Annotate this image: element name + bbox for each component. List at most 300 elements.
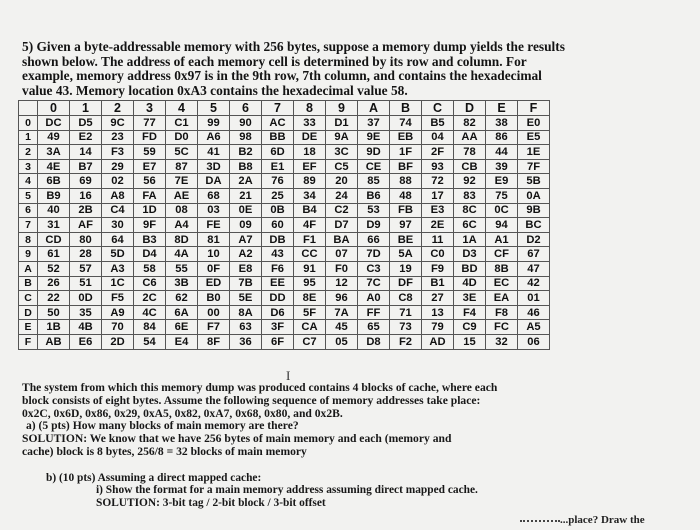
memory-cell: 0C	[486, 203, 518, 218]
solution-b-i: SOLUTION: 3-bit tag / 2-bit block / 3-bit offset	[96, 496, 326, 509]
memory-cell: C1	[166, 116, 198, 131]
memory-cell: C6	[134, 276, 166, 291]
memory-cell: B0	[198, 291, 230, 306]
memory-cell: F8	[486, 305, 518, 320]
memory-cell: 5B	[518, 174, 550, 189]
memory-cell: 4D	[454, 276, 486, 291]
row-header: 5	[19, 188, 38, 203]
table-row	[19, 116, 550, 131]
memory-cell: 00	[198, 305, 230, 320]
memory-cell: 85	[358, 174, 390, 189]
row-header: 6	[19, 203, 38, 218]
memory-cell: 6B	[38, 174, 70, 189]
memory-cell: D9	[358, 218, 390, 233]
table-row	[19, 145, 550, 160]
memory-cell: A7	[230, 232, 262, 247]
memory-cell: B6	[358, 188, 390, 203]
memory-cell: 0A	[518, 188, 550, 203]
memory-cell: 40	[38, 203, 70, 218]
memory-cell: DA	[198, 174, 230, 189]
row-header: C	[19, 291, 38, 306]
row-header: 2	[19, 145, 38, 160]
memory-cell: B1	[422, 276, 454, 291]
memory-cell: 7A	[326, 305, 358, 320]
memory-cell: CC	[294, 247, 326, 262]
memory-cell: 52	[38, 261, 70, 276]
column-header: 1	[70, 101, 102, 116]
row-header: 8	[19, 232, 38, 247]
memory-cell: FF	[358, 305, 390, 320]
memory-cell: 53	[358, 203, 390, 218]
memory-cell: 1D	[134, 203, 166, 218]
memory-cell: 59	[134, 145, 166, 160]
memory-cell: E7	[134, 159, 166, 174]
row-header: D	[19, 305, 38, 320]
memory-cell: 2B	[70, 203, 102, 218]
row-header: 1	[19, 130, 38, 145]
memory-cell: 9B	[518, 203, 550, 218]
memory-cell: A1	[486, 232, 518, 247]
memory-cell: 9A	[326, 130, 358, 145]
memory-cell: 67	[518, 247, 550, 262]
memory-cell: 6C	[454, 218, 486, 233]
memory-cell: E6	[70, 334, 102, 349]
memory-cell: 1B	[38, 320, 70, 335]
memory-cell: C7	[294, 334, 326, 349]
memory-cell: B9	[38, 188, 70, 203]
memory-cell: 01	[518, 291, 550, 306]
memory-cell: 1A	[454, 232, 486, 247]
memory-cell: BD	[454, 261, 486, 276]
memory-cell: DC	[38, 116, 70, 131]
memory-cell: 88	[390, 174, 422, 189]
memory-cell: 1F	[390, 145, 422, 160]
memory-cell: 97	[390, 218, 422, 233]
memory-cell: BB	[262, 130, 294, 145]
memory-cell: AA	[454, 130, 486, 145]
memory-cell: 6D	[262, 145, 294, 160]
memory-cell: FB	[390, 203, 422, 218]
memory-cell: 26	[38, 276, 70, 291]
memory-cell: ED	[198, 276, 230, 291]
memory-cell: F7	[198, 320, 230, 335]
column-header-row	[19, 101, 550, 116]
memory-cell: 68	[198, 188, 230, 203]
memory-cell: 89	[294, 174, 326, 189]
memory-cell: 5A	[390, 247, 422, 262]
memory-cell: 03	[198, 203, 230, 218]
memory-cell: A0	[358, 291, 390, 306]
memory-cell: E8	[230, 261, 262, 276]
memory-cell: E0	[518, 116, 550, 131]
column-header: 9	[326, 101, 358, 116]
memory-cell: 5D	[102, 247, 134, 262]
memory-cell: 42	[518, 276, 550, 291]
column-header: 5	[198, 101, 230, 116]
memory-cell: 19	[390, 261, 422, 276]
row-header: 9	[19, 247, 38, 262]
memory-cell: 27	[422, 291, 454, 306]
memory-cell: 93	[422, 159, 454, 174]
memory-cell: 16	[70, 188, 102, 203]
memory-cell: DE	[294, 130, 326, 145]
memory-cell: D8	[358, 334, 390, 349]
memory-cell: 29	[102, 159, 134, 174]
memory-cell: E9	[486, 174, 518, 189]
memory-cell: C5	[326, 159, 358, 174]
memory-cell: C0	[422, 247, 454, 262]
memory-cell: D6	[262, 305, 294, 320]
memory-cell: BC	[518, 218, 550, 233]
memory-cell: 8C	[454, 203, 486, 218]
memory-cell: 47	[518, 261, 550, 276]
memory-cell: EF	[294, 159, 326, 174]
table-row	[19, 130, 550, 145]
memory-cell: 0F	[198, 261, 230, 276]
memory-cell: 44	[486, 145, 518, 160]
memory-cell: 66	[358, 232, 390, 247]
memory-cell: C9	[454, 320, 486, 335]
memory-cell: E3	[422, 203, 454, 218]
memory-cell: 21	[230, 188, 262, 203]
table-row	[19, 320, 550, 335]
table-row	[19, 232, 550, 247]
memory-cell: A4	[166, 218, 198, 233]
memory-cell: FA	[134, 188, 166, 203]
memory-cell: E1	[262, 159, 294, 174]
intro-line: value 43. Memory location 0xA3 contains the hexadecimal value 58.	[22, 82, 408, 98]
memory-cell: 6F	[262, 334, 294, 349]
memory-cell: 5E	[230, 291, 262, 306]
memory-cell: 48	[390, 188, 422, 203]
memory-cell: 39	[486, 159, 518, 174]
memory-cell: 09	[230, 218, 262, 233]
memory-cell: AB	[38, 334, 70, 349]
row-header: B	[19, 276, 38, 291]
memory-cell: 37	[358, 116, 390, 131]
memory-cell: 99	[198, 116, 230, 131]
table-row	[19, 188, 550, 203]
memory-cell: 08	[166, 203, 198, 218]
column-header: 4	[166, 101, 198, 116]
memory-cell: B7	[70, 159, 102, 174]
memory-cell: 79	[422, 320, 454, 335]
memory-cell: BE	[390, 232, 422, 247]
memory-cell: 0D	[70, 291, 102, 306]
memory-cell: 20	[326, 174, 358, 189]
memory-cell: 56	[134, 174, 166, 189]
memory-cell: 11	[422, 232, 454, 247]
memory-cell: 81	[198, 232, 230, 247]
memory-cell: 1C	[102, 276, 134, 291]
column-header: F	[518, 101, 550, 116]
memory-cell: 51	[70, 276, 102, 291]
question-a: a) (5 pts) How many blocks of main memory are there?	[26, 419, 299, 433]
memory-cell: FC	[486, 320, 518, 335]
memory-cell: 5F	[294, 305, 326, 320]
memory-cell: 63	[230, 320, 262, 335]
column-header: 7	[262, 101, 294, 116]
memory-cell: A8	[102, 188, 134, 203]
memory-cell: AD	[422, 334, 454, 349]
column-header: 6	[230, 101, 262, 116]
memory-cell: 15	[454, 334, 486, 349]
memory-cell: 4E	[38, 159, 70, 174]
memory-cell: 4F	[294, 218, 326, 233]
memory-cell: 04	[422, 130, 454, 145]
memory-cell: 3B	[166, 276, 198, 291]
memory-cell: 75	[486, 188, 518, 203]
memory-cell: 73	[390, 320, 422, 335]
memory-cell: C8	[390, 291, 422, 306]
memory-cell: 6E	[166, 320, 198, 335]
question-b	[46, 472, 686, 509]
memory-cell: F6	[262, 261, 294, 276]
memory-cell: 8F	[198, 334, 230, 349]
memory-cell: 96	[326, 291, 358, 306]
memory-cell: DD	[262, 291, 294, 306]
memory-cell: 94	[486, 218, 518, 233]
memory-cell: 17	[422, 188, 454, 203]
memory-cell: 62	[166, 291, 198, 306]
column-header: D	[454, 101, 486, 116]
memory-cell: 02	[102, 174, 134, 189]
memory-cell: B4	[294, 203, 326, 218]
body-line: The system from which this memory dump was produced contains 4 blocks of cache, where each	[22, 381, 498, 394]
memory-cell: 38	[486, 116, 518, 131]
memory-cell: CE	[358, 159, 390, 174]
memory-cell: F1	[294, 232, 326, 247]
memory-cell: A2	[230, 247, 262, 262]
memory-cell: CA	[294, 320, 326, 335]
memory-cell: 84	[134, 320, 166, 335]
memory-cell: D3	[454, 247, 486, 262]
memory-cell: 2D	[102, 334, 134, 349]
memory-cell: F4	[454, 305, 486, 320]
memory-cell: 95	[294, 276, 326, 291]
memory-cell: 34	[294, 188, 326, 203]
memory-cell: BF	[390, 159, 422, 174]
memory-cell: 3D	[198, 159, 230, 174]
memory-cell: 7D	[358, 247, 390, 262]
memory-cell: 64	[102, 232, 134, 247]
memory-cell: 36	[230, 334, 262, 349]
memory-cell: 86	[486, 130, 518, 145]
memory-cell: B5	[422, 116, 454, 131]
memory-cell: 7F	[518, 159, 550, 174]
memory-cell: D5	[70, 116, 102, 131]
table-row	[19, 305, 550, 320]
memory-cell: 77	[134, 116, 166, 131]
memory-cell: 25	[262, 188, 294, 203]
memory-cell: 90	[230, 116, 262, 131]
memory-cell: 91	[294, 261, 326, 276]
memory-cell: B8	[230, 159, 262, 174]
table-row	[19, 159, 550, 174]
memory-cell: EC	[486, 276, 518, 291]
memory-cell: 2F	[422, 145, 454, 160]
column-header: B	[390, 101, 422, 116]
memory-cell: 2A	[230, 174, 262, 189]
memory-cell: DF	[390, 276, 422, 291]
memory-cell: 70	[102, 320, 134, 335]
memory-cell: 23	[102, 130, 134, 145]
memory-cell: D1	[326, 116, 358, 131]
memory-cell: 58	[134, 261, 166, 276]
memory-cell: 46	[518, 305, 550, 320]
memory-cell: 32	[486, 334, 518, 349]
memory-cell: 55	[166, 261, 198, 276]
table-row	[19, 291, 550, 306]
column-header: A	[358, 101, 390, 116]
memory-cell: 24	[326, 188, 358, 203]
column-header: C	[422, 101, 454, 116]
memory-cell: F5	[102, 291, 134, 306]
row-header: F	[19, 334, 38, 349]
memory-cell: AC	[262, 116, 294, 131]
memory-cell: 87	[166, 159, 198, 174]
memory-cell: D4	[134, 247, 166, 262]
memory-cell: 83	[454, 188, 486, 203]
memory-cell: 3C	[326, 145, 358, 160]
memory-cell: 9E	[358, 130, 390, 145]
memory-cell: 49	[38, 130, 70, 145]
memory-cell: E2	[70, 130, 102, 145]
memory-cell: 2E	[422, 218, 454, 233]
memory-cell: 72	[422, 174, 454, 189]
memory-cell: 07	[326, 247, 358, 262]
memory-cell: 2C	[134, 291, 166, 306]
memory-cell: 74	[390, 116, 422, 131]
question-b-i: i) Show the format for a main memory address assuming direct mapped cache.	[96, 484, 478, 497]
cut-off-text: ...place? Draw the	[560, 514, 645, 526]
memory-cell: CD	[38, 232, 70, 247]
intro-line: example, memory address 0x97 is in the 9th row, 7th column, and contains the hexadecimal	[22, 68, 542, 84]
memory-cell: 43	[262, 247, 294, 262]
table-row	[19, 203, 550, 218]
row-header: A	[19, 261, 38, 276]
row-header: 0	[19, 116, 38, 131]
memory-cell: 30	[102, 218, 134, 233]
memory-cell: 35	[70, 305, 102, 320]
memory-cell: EB	[390, 130, 422, 145]
memory-cell: 98	[230, 130, 262, 145]
memory-cell: FE	[198, 218, 230, 233]
memory-cell: 5C	[166, 145, 198, 160]
memory-cell: 9C	[102, 116, 134, 131]
memory-cell: B2	[230, 145, 262, 160]
memory-cell: 82	[454, 116, 486, 131]
memory-cell: 22	[38, 291, 70, 306]
table-row	[19, 174, 550, 189]
memory-cell: D7	[326, 218, 358, 233]
column-header: E	[486, 101, 518, 116]
memory-cell: 76	[262, 174, 294, 189]
table-row	[19, 334, 550, 349]
memory-cell: 31	[38, 218, 70, 233]
intro-line: 5) Given a byte-addressable memory with 256 bytes, suppose a memory dump yields the results	[22, 39, 565, 54]
memory-cell: F9	[422, 261, 454, 276]
memory-cell: FD	[134, 130, 166, 145]
memory-cell: 71	[390, 305, 422, 320]
memory-cell: 8D	[166, 232, 198, 247]
memory-cell: CB	[454, 159, 486, 174]
memory-cell: C3	[358, 261, 390, 276]
row-header: E	[19, 320, 38, 335]
memory-cell: AE	[166, 188, 198, 203]
memory-cell: 06	[518, 334, 550, 349]
memory-cell: A9	[102, 305, 134, 320]
corner-cell	[19, 101, 38, 116]
memory-cell: 50	[38, 305, 70, 320]
memory-cell: CF	[486, 247, 518, 262]
memory-cell: 7C	[358, 276, 390, 291]
text-cursor-icon: I	[286, 368, 291, 383]
memory-cell: 65	[358, 320, 390, 335]
memory-cell: E4	[166, 334, 198, 349]
memory-cell: 12	[326, 276, 358, 291]
column-header: 2	[102, 101, 134, 116]
memory-cell: 57	[70, 261, 102, 276]
solution-a-line: SOLUTION: We know that we have 256 bytes of main memory and each (memory and	[22, 432, 452, 446]
memory-cell: 10	[198, 247, 230, 262]
memory-cell: BA	[326, 232, 358, 247]
memory-cell: 60	[262, 218, 294, 233]
memory-cell: 9F	[134, 218, 166, 233]
memory-cell: 7B	[230, 276, 262, 291]
memory-cell: 8B	[486, 261, 518, 276]
memory-cell: 4A	[166, 247, 198, 262]
memory-cell: F2	[390, 334, 422, 349]
memory-cell: 4B	[70, 320, 102, 335]
memory-cell: A3	[102, 261, 134, 276]
column-header: 0	[38, 101, 70, 116]
memory-cell: D2	[518, 232, 550, 247]
memory-cell: 61	[38, 247, 70, 262]
table-row	[19, 261, 550, 276]
row-header: 3	[19, 159, 38, 174]
memory-cell: 54	[134, 334, 166, 349]
memory-cell: C4	[102, 203, 134, 218]
problem-statement	[22, 40, 682, 98]
memory-cell: 8E	[294, 291, 326, 306]
memory-cell: 3A	[38, 145, 70, 160]
row-header: 7	[19, 218, 38, 233]
memory-cell: F3	[102, 145, 134, 160]
memory-cell: EE	[262, 276, 294, 291]
memory-cell: 45	[326, 320, 358, 335]
solution-a-line: cache) block is 8 bytes, 256/8 = 32 blocks of main memory	[22, 444, 307, 458]
memory-cell: E5	[518, 130, 550, 145]
memory-cell: 69	[70, 174, 102, 189]
memory-cell: 0B	[262, 203, 294, 218]
memory-cell: 18	[294, 145, 326, 160]
partial-underline	[520, 520, 560, 524]
memory-cell: 41	[198, 145, 230, 160]
memory-dump-rows	[19, 116, 550, 350]
memory-cell: A5	[518, 320, 550, 335]
memory-cell: 92	[454, 174, 486, 189]
memory-cell: 33	[294, 116, 326, 131]
memory-cell: 9D	[358, 145, 390, 160]
memory-cell: 0E	[230, 203, 262, 218]
intro-line: shown below. The address of each memory cell is determined by its row and column. For	[22, 53, 527, 69]
body-line: block consists of eight bytes. Assume the following sequence of memory addresses take place:	[22, 393, 481, 407]
table-row	[19, 276, 550, 291]
address-sequence: 0x2C, 0x6D, 0x86, 0x29, 0xA5, 0x82, 0xA7, 0x68, 0x80, and 0x2B.	[22, 406, 343, 420]
memory-cell: 4C	[134, 305, 166, 320]
column-header: 8	[294, 101, 326, 116]
